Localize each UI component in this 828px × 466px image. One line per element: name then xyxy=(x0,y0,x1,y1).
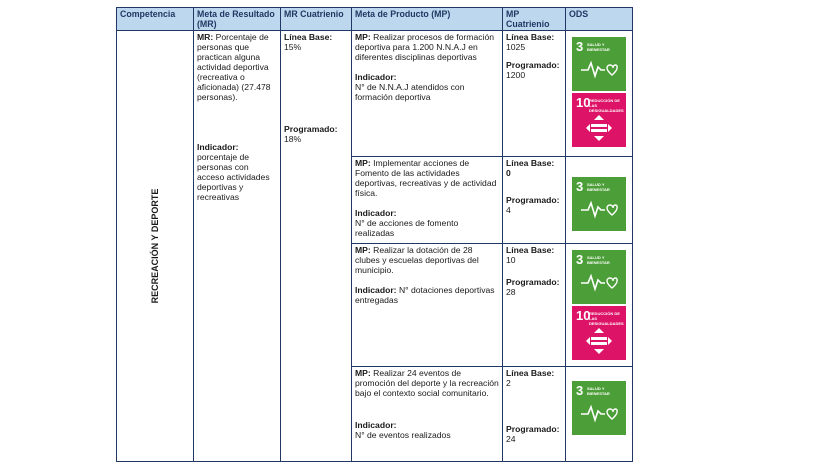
mp-text: Implementar acciones de Fomento de las actividades deportivas, recreativas y de actividad física. xyxy=(355,158,497,198)
mp-programado-value: 1200 xyxy=(506,70,526,80)
sdg-3-label: SALUD Y BIENESTAR xyxy=(587,255,610,265)
sdg-3-health-icon xyxy=(572,37,626,91)
header-meta-producto: Meta de Producto (MP) xyxy=(352,8,503,31)
header-mr-cuatrienio: MR Cuatrienio xyxy=(281,8,352,31)
mp-indicador-text: N° de eventos realizados xyxy=(355,430,451,440)
mp-text: Realizar 24 eventos de promoción del deporte y la recreación bajo el contexto social comunitario. xyxy=(355,368,499,398)
competencia-cell xyxy=(117,31,194,462)
ods-cell xyxy=(566,367,633,462)
mp-linea-base-label: Línea Base: xyxy=(506,368,555,378)
mp-linea-base-value: 10 xyxy=(506,255,516,265)
mr-linea-base-label: Línea Base: xyxy=(284,32,333,42)
mp-indicador-text: N° de acciones de fomento realizadas xyxy=(355,218,459,238)
mp-programado-label: Programado: xyxy=(506,195,560,205)
mr-indicador-label: Indicador: xyxy=(197,142,239,152)
mr-linea-base-value: 15% xyxy=(284,42,302,52)
header-row xyxy=(117,8,633,31)
mp-cuatrienio-cell xyxy=(503,157,566,244)
mp-programado-label: Programado: xyxy=(506,60,560,70)
ods-cell xyxy=(566,244,633,367)
mp-indicador-text: N° dotaciones deportivas entregadas xyxy=(355,285,495,305)
mr-programado-value: 18% xyxy=(284,134,302,144)
mp-cell xyxy=(352,244,503,367)
mp-indicador-label: Indicador: xyxy=(355,208,397,218)
mp-text: Realizar la dotación de 28 clubes y escuelas deportivas del municipio. xyxy=(355,245,479,275)
sdg-3-number: 3 xyxy=(576,383,584,398)
mr-cuatrienio-cell xyxy=(281,31,352,462)
mp-linea-base-label: Línea Base: xyxy=(506,158,555,168)
mp-prefix: MP: xyxy=(355,368,371,378)
header-meta-resultado: Meta de Resultado (MR) xyxy=(194,8,281,31)
mp-programado-label: Programado: xyxy=(506,277,560,287)
mp-linea-base-label: Línea Base: xyxy=(506,245,555,255)
sdg-3-number: 3 xyxy=(576,252,584,267)
equality-icon xyxy=(580,115,618,141)
heartbeat-icon xyxy=(580,272,618,292)
mr-indicador-text: porcentaje de personas con acceso actividades deportivas y recreativas xyxy=(197,152,270,202)
ods-cell xyxy=(566,157,633,244)
competencia-label: RECREACIÓN Y DEPORTE xyxy=(150,188,160,304)
mp-indicador-label: Indicador: xyxy=(355,420,397,430)
sdg-10-number: 10 xyxy=(576,308,591,323)
heartbeat-icon xyxy=(580,403,618,423)
sdg-3-health-icon xyxy=(572,250,626,304)
mp-cuatrienio-cell xyxy=(503,31,566,157)
header-ods: ODS xyxy=(566,8,633,31)
equality-icon xyxy=(580,328,618,354)
sdg-3-label: SALUD Y BIENESTAR xyxy=(587,182,610,192)
mp-indicador-label: Indicador: xyxy=(355,72,397,82)
mp-cell xyxy=(352,157,503,244)
sdg-3-health-icon xyxy=(572,177,626,231)
table-row xyxy=(117,31,633,157)
ods-cell xyxy=(566,31,633,157)
mp-linea-base-value: 0 xyxy=(506,168,511,178)
mp-cell xyxy=(352,367,503,462)
mp-text: Realizar procesos de formación deportiva para 1.200 N.N.A.J en diferentes disciplinas deportivas xyxy=(355,32,495,62)
meta-resultado-cell xyxy=(194,31,281,462)
mp-indicador-text: N° de N.N.A.J atendidos con formación deportiva xyxy=(355,82,465,102)
mp-programado-value: 4 xyxy=(506,205,511,215)
mp-cuatrienio-cell xyxy=(503,367,566,462)
mr-text: Porcentaje de personas que practican alguna actividad deportiva (recreativa o aficionada) (27.478 personas). xyxy=(197,32,271,102)
sdg-10-label: REDUCCIÓN DE LAS DESIGUALDADES xyxy=(589,98,624,113)
mp-programado-value: 24 xyxy=(506,434,516,444)
sdg-3-health-icon xyxy=(572,381,626,435)
header-mp-cuatrienio: MP Cuatrienio xyxy=(503,8,566,31)
heartbeat-icon xyxy=(580,199,618,219)
sdg-10-inequality-icon xyxy=(572,93,626,147)
plan-table xyxy=(116,7,633,462)
sdg-3-label: SALUD Y BIENESTAR xyxy=(587,386,610,396)
mp-programado-label: Programado: xyxy=(506,424,560,434)
mp-linea-base-label: Línea Base: xyxy=(506,32,555,42)
sdg-10-number: 10 xyxy=(576,95,591,110)
heartbeat-icon xyxy=(580,59,618,79)
sdg-3-number: 3 xyxy=(576,39,584,54)
mp-linea-base-value: 2 xyxy=(506,378,511,388)
sdg-10-inequality-icon xyxy=(572,306,626,360)
sdg-3-number: 3 xyxy=(576,179,584,194)
mp-prefix: MP: xyxy=(355,245,371,255)
mp-programado-value: 28 xyxy=(506,287,516,297)
sdg-3-label: SALUD Y BIENESTAR xyxy=(587,42,610,52)
mp-prefix: MP: xyxy=(355,32,371,42)
header-competencia: Competencia xyxy=(117,8,194,31)
mp-cell xyxy=(352,31,503,157)
mp-linea-base-value: 1025 xyxy=(506,42,526,52)
sdg-10-label: REDUCCIÓN DE LAS DESIGUALDADES xyxy=(589,311,624,326)
mp-indicador-label: Indicador: xyxy=(355,285,397,295)
mp-prefix: MP: xyxy=(355,158,371,168)
mr-prefix: MR: xyxy=(197,32,214,42)
mp-cuatrienio-cell xyxy=(503,244,566,367)
mr-programado-label: Programado: xyxy=(284,124,338,134)
